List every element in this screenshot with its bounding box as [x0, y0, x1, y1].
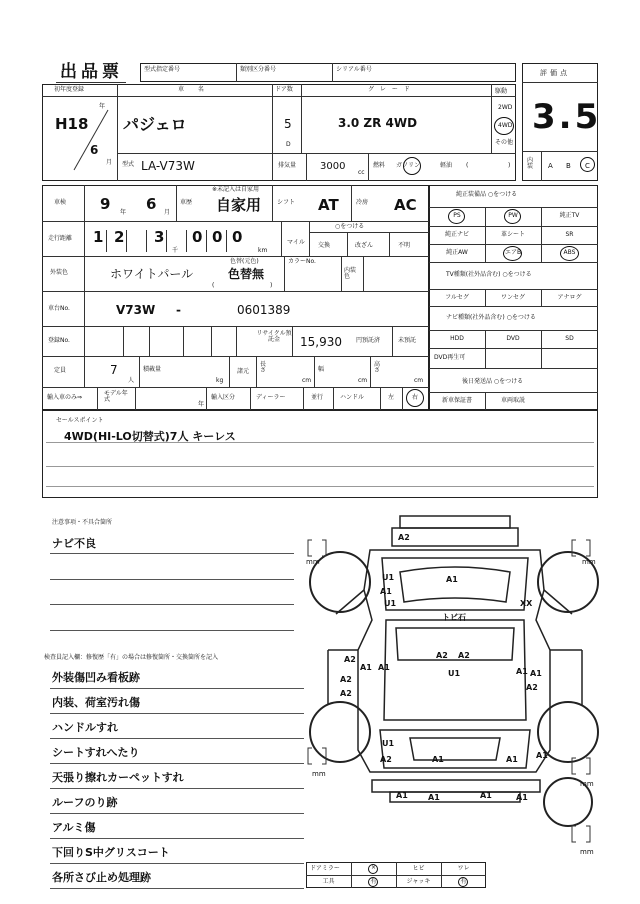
- displacement-label: 排気量: [278, 162, 297, 169]
- history-label: 車歴: [180, 199, 193, 206]
- svg-text:A2: A2: [340, 675, 352, 684]
- svg-text:A2: A2: [436, 651, 448, 660]
- tools-mark: 有: [370, 878, 377, 885]
- fuel-label: 燃料: [373, 162, 386, 169]
- cc-unit: cc: [358, 169, 365, 176]
- door-sub: D: [286, 141, 291, 148]
- svg-text:A1: A1: [506, 755, 518, 764]
- kg-unit: kg: [216, 377, 224, 384]
- history-value: 自家用: [216, 196, 262, 214]
- length-label: 長さ: [260, 361, 267, 374]
- recycle-amount: 15,930: [300, 335, 342, 349]
- door-mirror-circle: [368, 864, 378, 874]
- equip-sr: SR: [565, 231, 574, 238]
- svg-text:A1: A1: [432, 755, 444, 764]
- svg-text:A2: A2: [398, 533, 410, 542]
- handle-right-circle: [406, 389, 424, 407]
- handle-label: ハンドル: [340, 394, 365, 401]
- sales-point-text: 4WD(HI-LO切替式)7人 キーレス: [64, 430, 236, 443]
- color-paren-close: ): [270, 282, 273, 289]
- first-reg-label: 初年度登録: [54, 86, 85, 93]
- navi-title: ナビ種類(社外品含む) ○をつける: [446, 314, 536, 321]
- color-paren-open: (: [212, 282, 215, 289]
- color-value: ホワイトパール: [110, 267, 194, 281]
- capacity-value: 7: [110, 363, 118, 377]
- shift-label: シフト: [277, 199, 296, 206]
- fuel-gasoline-circle: [403, 157, 421, 175]
- model-cert-label: 型式指定番号: [144, 66, 181, 73]
- score-label: 評価点: [540, 69, 570, 77]
- mileage-digits: [88, 224, 248, 254]
- break-label: ワレ: [457, 865, 470, 872]
- mileage-label: 走行距離: [48, 235, 73, 242]
- svg-text:A1: A1: [380, 587, 392, 596]
- drive-4wd-circle: [494, 117, 514, 135]
- fuel-gasoline: ガソリン: [396, 162, 421, 169]
- inspector-line: アルミ傷: [52, 821, 96, 834]
- mm-label: mm: [580, 780, 594, 788]
- mm-label: mm: [582, 558, 596, 566]
- color-no-label: カラーNo.: [288, 258, 316, 265]
- mm-label: mm: [306, 558, 320, 566]
- later-manual: 車両取説: [500, 397, 525, 404]
- model-year-unit: 年: [198, 401, 205, 408]
- interior-a: A: [548, 162, 553, 170]
- color-change-value: 色替無: [228, 267, 265, 281]
- svg-text:A2: A2: [380, 755, 392, 764]
- width-label: 幅: [318, 366, 325, 373]
- paren-open: (: [466, 162, 469, 169]
- svg-text:A1: A1: [536, 751, 548, 760]
- year-unit: 年: [99, 103, 106, 110]
- svg-text:A1: A1: [480, 791, 492, 800]
- first-reg-month: 6: [90, 143, 99, 157]
- jack-circle: [458, 877, 468, 887]
- door-mirror-mark: ×: [370, 864, 377, 871]
- history-note: ※未記入は自家用: [212, 186, 260, 193]
- first-reg-year: H18: [55, 115, 89, 133]
- drive-other: その他: [495, 139, 514, 146]
- height-cm: cm: [414, 377, 424, 384]
- caution-line: ナビ不良: [52, 537, 96, 550]
- mm-label: mm: [312, 770, 326, 778]
- mileage-digit: 3: [154, 228, 165, 246]
- interior-color-label: 内装色: [344, 267, 357, 280]
- car-name-label: 車 名: [178, 86, 210, 93]
- svg-text:U1: U1: [448, 669, 461, 678]
- svg-text:A2: A2: [344, 655, 356, 664]
- inspection-year-unit: 年: [120, 209, 127, 216]
- reg-no-label: 登録No.: [48, 337, 70, 344]
- dims-label: 諸元: [237, 368, 250, 375]
- grade-label: グ レ ー ド: [368, 86, 412, 93]
- svg-text:U1: U1: [382, 573, 395, 582]
- caution-label: 注意事項・不具合箇所: [52, 519, 113, 526]
- svg-text:A2: A2: [526, 683, 538, 692]
- equip-ps-circle: [448, 209, 465, 224]
- shift-value: AT: [318, 196, 339, 214]
- sales-point-box: [42, 410, 598, 498]
- car-damage-diagram: [300, 510, 610, 865]
- inspector-line: ハンドルすれ: [52, 721, 118, 734]
- tools-circle: [368, 877, 378, 887]
- serial-label: シリアル番号: [336, 66, 372, 73]
- inspection-year: 9: [100, 195, 111, 213]
- chassis-number: 0601389: [237, 303, 291, 317]
- load-label: 積載量: [143, 366, 162, 373]
- equipment-title: 純正装備品 ○をつける: [456, 191, 518, 198]
- tv-title: TV種類(社外品含む) ○をつける: [446, 271, 532, 278]
- jack-mark: 有: [460, 878, 467, 885]
- mileage-digit: 0: [232, 228, 243, 246]
- equip-abs-circle: [560, 246, 579, 261]
- inspection-month-unit: 月: [164, 209, 171, 216]
- fuel-light-oil: 軽油: [440, 162, 453, 169]
- car-name: パジェロ: [123, 115, 187, 134]
- recycle-paid: 円預託済: [356, 337, 381, 344]
- mileage-digit: 0: [192, 228, 203, 246]
- damage-labels: [340, 533, 548, 802]
- jack-label: ジャッキ: [406, 878, 431, 885]
- equip-pw-circle: [504, 209, 521, 224]
- navi-sd: SD: [565, 335, 574, 342]
- interior-c-circle: [580, 157, 595, 172]
- inspector-line: 各所さび止め処理跡: [52, 871, 151, 884]
- mile-label: マイル: [287, 239, 305, 246]
- inspector-line: シートすれへたり: [52, 746, 140, 759]
- km-unit: km: [258, 247, 268, 254]
- chassis-label: 車台No.: [48, 305, 70, 312]
- displacement-value: 3000: [320, 161, 346, 172]
- interior-b: B: [566, 162, 571, 170]
- score-value: 3.5: [532, 97, 602, 137]
- paren-close: ): [508, 162, 511, 169]
- meter-option-exchange: 交換: [318, 242, 331, 249]
- category-label: 類別区分番号: [240, 66, 277, 73]
- svg-text:A2: A2: [340, 689, 352, 698]
- drive-label: 駆動: [495, 88, 508, 95]
- parallel-option: 並行: [311, 394, 324, 401]
- model-value: LA-V73W: [141, 159, 195, 173]
- equip-abs: ABS: [563, 249, 576, 256]
- svg-text:A1: A1: [446, 575, 458, 584]
- height-label: 高さ: [374, 361, 381, 374]
- inspector-line: ルーフのり跡: [52, 796, 118, 809]
- inspection-month: 6: [146, 195, 157, 213]
- inspector-line: 内装、荷室汚れ傷: [52, 696, 140, 709]
- import-label: 輸入車のみ⇒: [47, 394, 83, 401]
- sales-point-label: セールスポイント: [56, 417, 104, 424]
- svg-text:A1: A1: [530, 669, 542, 678]
- interior-label: 内装: [527, 157, 534, 170]
- handle-right: 右: [412, 394, 419, 401]
- mileage-digit: 1: [93, 228, 104, 246]
- door-count: 5: [284, 117, 292, 131]
- grade-value: 3.0 ZR 4WD: [338, 116, 418, 130]
- meter-circle-label: ○をつける: [335, 223, 365, 230]
- equip-pw: PW: [508, 212, 518, 219]
- length-cm: cm: [302, 377, 312, 384]
- crack-label: ヒビ: [412, 865, 425, 872]
- interior-c: C: [585, 162, 590, 170]
- month-unit: 月: [106, 159, 113, 166]
- mileage-digit: 2: [114, 228, 125, 246]
- equip-leather: 革シート: [500, 231, 525, 238]
- later-warranty: 新車保証書: [441, 397, 472, 404]
- svg-text:A1: A1: [378, 663, 390, 672]
- equip-airbag-circle: [503, 246, 522, 261]
- navi-dvd: DVD: [506, 335, 520, 342]
- ac-value: AC: [394, 196, 417, 214]
- inspector-line: 天張り擦れカーペットすれ: [52, 771, 184, 784]
- tools-label: 工具: [322, 878, 335, 885]
- tv-fullseg: フルセグ: [445, 294, 469, 301]
- mileage-digit: 0: [212, 228, 223, 246]
- meter-option-tamper: 改ざん: [355, 242, 374, 249]
- inspector-line: 下回りS中グリスコート: [52, 846, 170, 859]
- width-cm: cm: [358, 377, 368, 384]
- meter-option-unknown: 不明: [398, 242, 411, 249]
- door-mirror-label: ドアミラー: [310, 865, 340, 872]
- equip-tv: 純正TV: [559, 212, 580, 219]
- dealer-option: ディーラー: [256, 394, 286, 401]
- tv-oneseg: ワンセグ: [500, 294, 525, 301]
- recycle-label: リサイクル預託金: [256, 330, 292, 343]
- mileage-sen: 千: [172, 247, 179, 254]
- model-label: 型式: [122, 161, 135, 168]
- ac-label: 冷房: [356, 199, 369, 206]
- inspector-label: 検査員記入欄：修復歴「有」の場合は修復箇所・交換箇所を記入: [44, 654, 219, 661]
- color-label: 外装色: [50, 269, 69, 276]
- svg-text:トビ石: トビ石: [442, 613, 466, 622]
- capacity-unit: 人: [128, 377, 135, 384]
- equip-airbag: エアB: [504, 249, 522, 256]
- import-category-label: 輸入区分: [211, 394, 236, 401]
- svg-text:A1: A1: [516, 793, 528, 802]
- svg-text:U1: U1: [384, 599, 397, 608]
- chassis-dash: -: [176, 303, 181, 317]
- equip-navi: 純正ナビ: [444, 231, 469, 238]
- later-title: 後日発送品 ○をつける: [462, 378, 524, 385]
- svg-text:XX: XX: [520, 599, 533, 608]
- color-change-label: 色替(元色): [230, 258, 259, 265]
- recycle-unpaid: 未預託: [398, 337, 417, 344]
- capacity-label: 定員: [54, 367, 67, 374]
- navi-hdd: HDD: [450, 335, 464, 342]
- svg-text:A1: A1: [396, 791, 408, 800]
- cert-boxes: [140, 63, 516, 82]
- drive-2wd: 2WD: [498, 104, 513, 111]
- svg-text:A1: A1: [516, 667, 528, 676]
- drive-4wd: 4WD: [498, 122, 513, 129]
- chassis-prefix: V73W: [116, 303, 156, 317]
- svg-text:A1: A1: [360, 663, 372, 672]
- inspector-line: 外装傷凹み看板跡: [52, 671, 140, 684]
- page-title: 出品票: [60, 62, 123, 82]
- tv-analog: アナログ: [557, 294, 582, 301]
- inspection-label: 車検: [54, 199, 67, 206]
- model-year-label: モデル年式: [104, 390, 128, 403]
- svg-text:A1: A1: [428, 793, 440, 802]
- equip-ps: PS: [453, 212, 461, 219]
- door-label: ドア数: [275, 86, 293, 93]
- handle-left: 左: [388, 394, 395, 401]
- mm-label: mm: [580, 848, 594, 856]
- equip-aw: 純正AW: [446, 249, 468, 256]
- svg-text:U1: U1: [382, 739, 395, 748]
- dvd-playback: DVD再生可: [434, 354, 466, 361]
- svg-text:A2: A2: [458, 651, 470, 660]
